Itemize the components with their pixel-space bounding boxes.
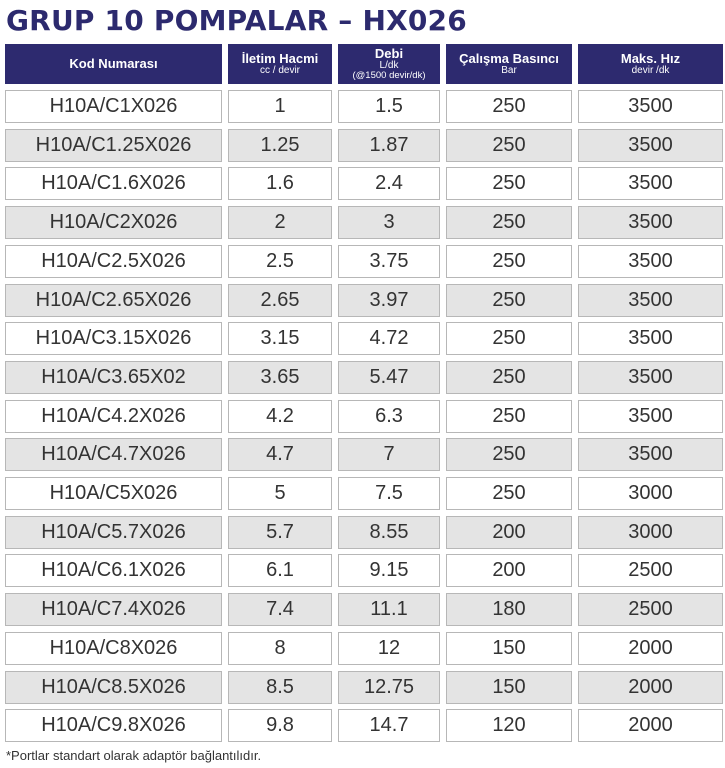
cell-pressure: 180 (446, 593, 572, 626)
cell-flow: 14.7 (338, 709, 440, 742)
cell-displacement: 3.65 (228, 361, 332, 394)
cell-pressure: 150 (446, 671, 572, 704)
cell-flow: 5.47 (338, 361, 440, 394)
cell-pressure: 120 (446, 709, 572, 742)
cell-flow: 3 (338, 206, 440, 239)
cell-pressure: 150 (446, 632, 572, 665)
cell-displacement: 4.7 (228, 438, 332, 471)
cell-displacement: 2 (228, 206, 332, 239)
cell-flow: 7 (338, 438, 440, 471)
header-flow (338, 44, 440, 84)
cell-pressure: 250 (446, 322, 572, 355)
cell-pressure: 250 (446, 400, 572, 433)
cell-flow: 4.72 (338, 322, 440, 355)
cell-flow: 12 (338, 632, 440, 665)
cell-max-speed: 2500 (578, 593, 723, 626)
header-label: Maks. Hız (620, 50, 681, 66)
header-unit: cc / devir (259, 64, 300, 76)
cell-flow: 6.3 (338, 400, 440, 433)
cell-pressure: 250 (446, 245, 572, 278)
header-displacement (228, 44, 332, 84)
cell-max-speed: 3500 (578, 167, 723, 200)
cell-max-speed: 2000 (578, 709, 723, 742)
header-label: Debi (374, 45, 404, 61)
cell-max-speed: 3500 (578, 284, 723, 317)
cell-displacement: 2.65 (228, 284, 332, 317)
cell-flow: 3.75 (338, 245, 440, 278)
header-note: (@1500 devir/dk) (352, 70, 426, 82)
cell-code: H10A/C3.15X026 (5, 322, 222, 355)
header-pressure (446, 44, 572, 84)
cell-flow: 7.5 (338, 477, 440, 510)
cell-code: H10A/C1.6X026 (5, 167, 222, 200)
cell-max-speed: 3000 (578, 477, 723, 510)
cell-code: H10A/C4.2X026 (5, 400, 222, 433)
header-unit: devir /dk (631, 64, 670, 76)
cell-pressure: 250 (446, 477, 572, 510)
cell-code: H10A/C8X026 (5, 632, 222, 665)
cell-flow: 1.87 (338, 129, 440, 162)
cell-code: H10A/C1.25X026 (5, 129, 222, 162)
cell-max-speed: 3500 (578, 322, 723, 355)
cell-max-speed: 3500 (578, 361, 723, 394)
cell-pressure: 250 (446, 284, 572, 317)
cell-code: H10A/C2X026 (5, 206, 222, 239)
cell-displacement: 9.8 (228, 709, 332, 742)
cell-displacement: 5 (228, 477, 332, 510)
cell-displacement: 1.6 (228, 167, 332, 200)
cell-displacement: 2.5 (228, 245, 332, 278)
header-unit: L/dk (379, 59, 399, 71)
cell-pressure: 250 (446, 361, 572, 394)
cell-code: H10A/C2.65X026 (5, 284, 222, 317)
cell-max-speed: 2000 (578, 632, 723, 665)
cell-flow: 3.97 (338, 284, 440, 317)
cell-pressure: 250 (446, 129, 572, 162)
cell-max-speed: 3000 (578, 516, 723, 549)
cell-displacement: 8.5 (228, 671, 332, 704)
cell-max-speed: 3500 (578, 245, 723, 278)
cell-flow: 2.4 (338, 167, 440, 200)
cell-pressure: 250 (446, 438, 572, 471)
cell-displacement: 1.25 (228, 129, 332, 162)
cell-max-speed: 3500 (578, 400, 723, 433)
cell-pressure: 250 (446, 206, 572, 239)
header-max-speed (578, 44, 723, 84)
header-label: Çalışma Basıncı (459, 50, 559, 66)
cell-code: H10A/C2.5X026 (5, 245, 222, 278)
cell-code: H10A/C1X026 (5, 90, 222, 123)
cell-max-speed: 2000 (578, 671, 723, 704)
page-title: GRUP 10 POMPALAR – HX026 (6, 4, 467, 37)
cell-displacement: 7.4 (228, 593, 332, 626)
cell-pressure: 250 (446, 167, 572, 200)
cell-pressure: 200 (446, 554, 572, 587)
cell-code: H10A/C9.8X026 (5, 709, 222, 742)
footnote: *Portlar standart olarak adaptör bağlantılıdır. (6, 748, 262, 763)
header-code (5, 44, 222, 84)
cell-displacement: 6.1 (228, 554, 332, 587)
cell-displacement: 5.7 (228, 516, 332, 549)
cell-code: H10A/C7.4X026 (5, 593, 222, 626)
header-label: İletim Hacmi (241, 50, 319, 66)
cell-code: H10A/C5X026 (5, 477, 222, 510)
cell-pressure: 200 (446, 516, 572, 549)
cell-displacement: 4.2 (228, 400, 332, 433)
cell-max-speed: 3500 (578, 206, 723, 239)
cell-displacement: 1 (228, 90, 332, 123)
header-label: Kod Numarası (69, 56, 158, 72)
cell-flow: 1.5 (338, 90, 440, 123)
cell-max-speed: 3500 (578, 90, 723, 123)
cell-displacement: 8 (228, 632, 332, 665)
cell-flow: 12.75 (338, 671, 440, 704)
cell-flow: 11.1 (338, 593, 440, 626)
cell-pressure: 250 (446, 90, 572, 123)
cell-displacement: 3.15 (228, 322, 332, 355)
header-unit: Bar (501, 64, 517, 76)
cell-max-speed: 3500 (578, 438, 723, 471)
cell-flow: 8.55 (338, 516, 440, 549)
cell-max-speed: 2500 (578, 554, 723, 587)
cell-code: H10A/C3.65X02 (5, 361, 222, 394)
cell-code: H10A/C6.1X026 (5, 554, 222, 587)
cell-max-speed: 3500 (578, 129, 723, 162)
cell-code: H10A/C4.7X026 (5, 438, 222, 471)
cell-code: H10A/C5.7X026 (5, 516, 222, 549)
cell-code: H10A/C8.5X026 (5, 671, 222, 704)
cell-flow: 9.15 (338, 554, 440, 587)
